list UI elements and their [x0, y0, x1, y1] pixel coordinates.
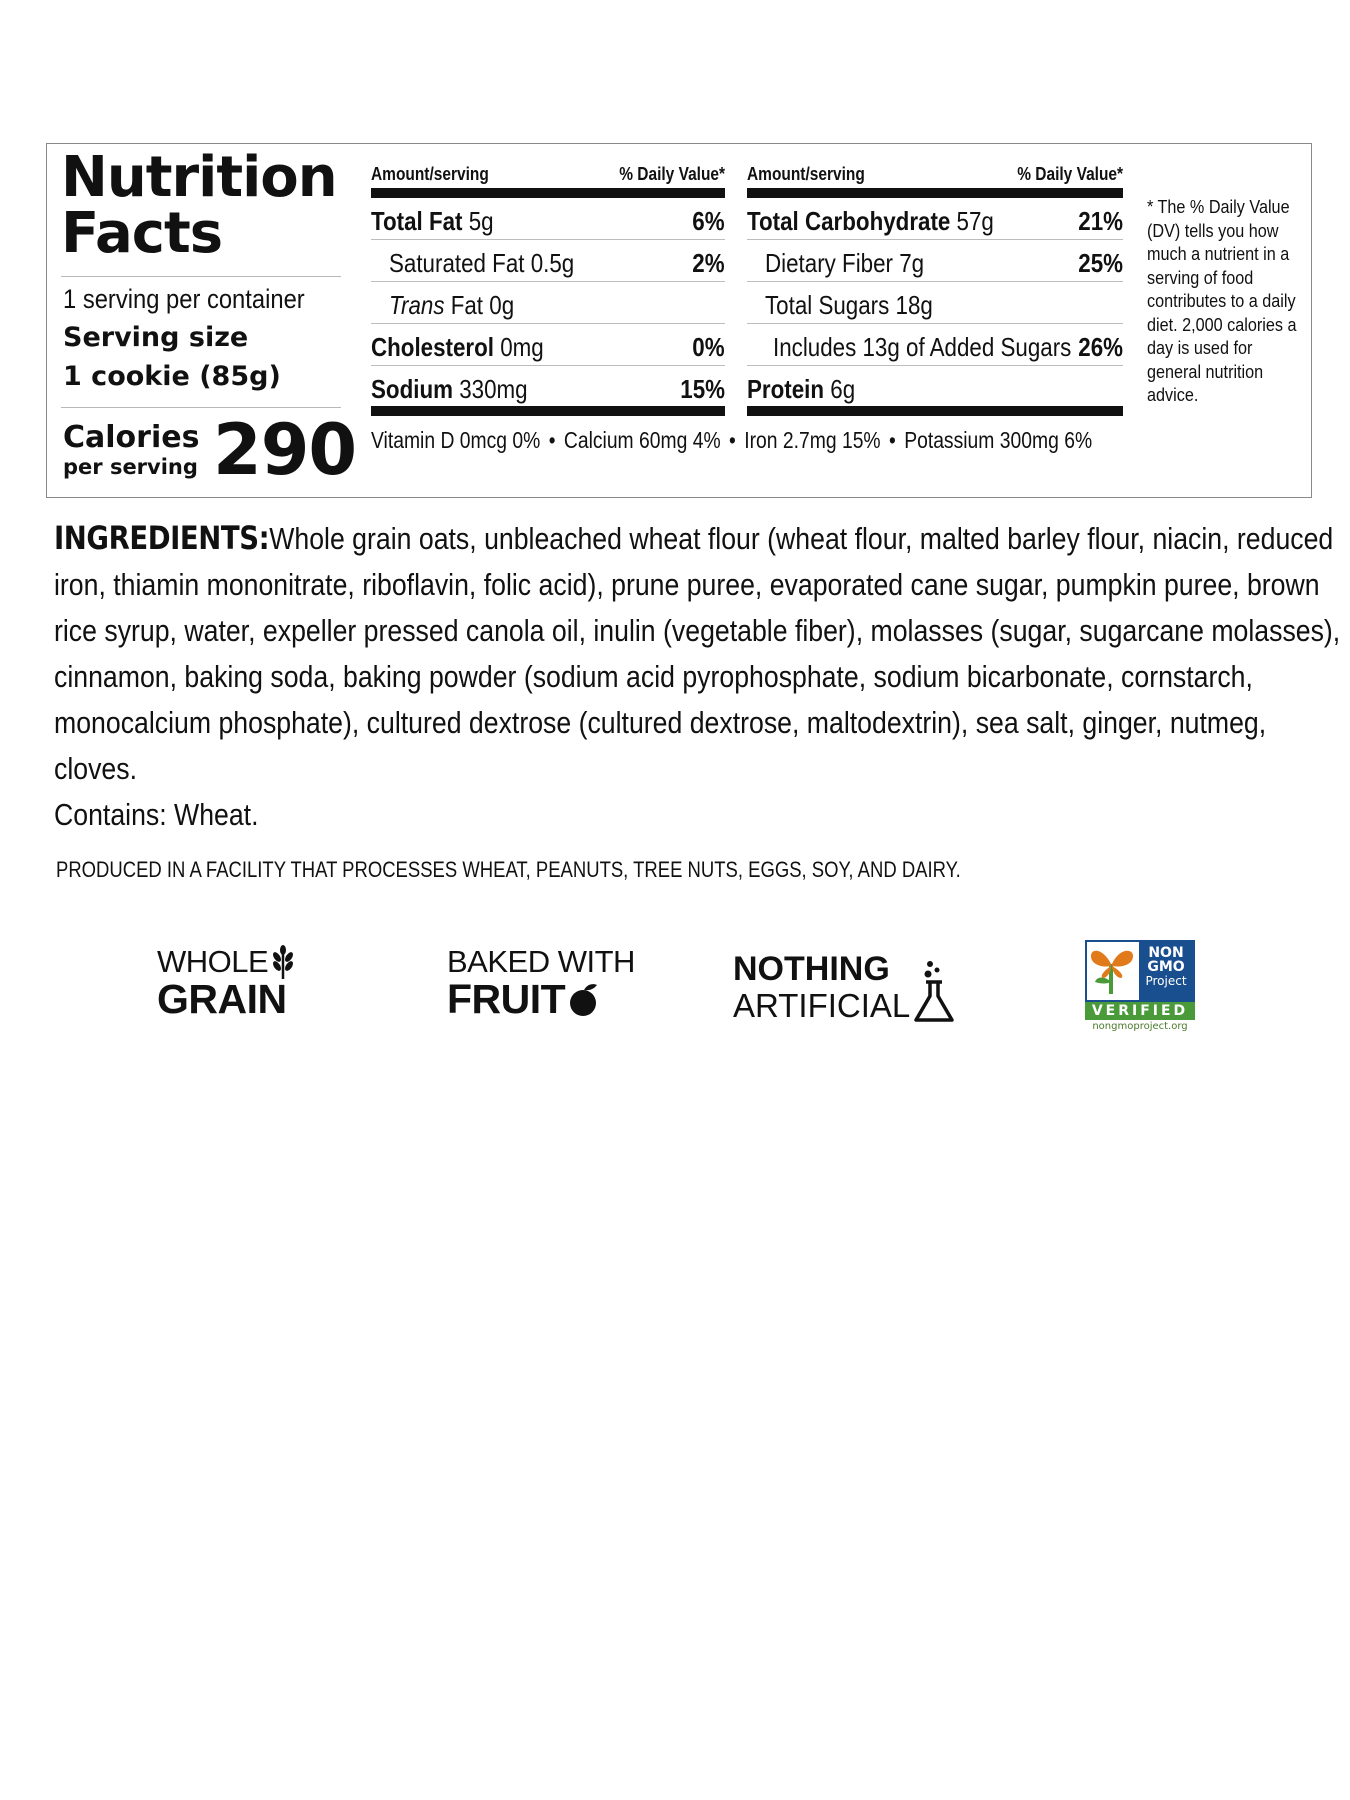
baked-with-fruit-badge: BAKED WITH FRUIT: [447, 944, 635, 1022]
wheat-icon: [270, 945, 296, 979]
flask-icon: [912, 958, 956, 1024]
ingredients-text: Whole grain oats, unbleached wheat flour (wheat flour, malted barley flour, niacin, reduced iron, thiamin mononitrate, riboflavin, folic acid), prune puree, evaporated cane sugar, pumpkin puree, brown rice syrup, water, expeller pressed canola oil, inulin (vegetable fiber), molasses (sugar, sugarcane molasses), cinnamon, baking soda, baking powder (sodium acid pyrophosphate, sodium bicarbonate, cornstarch, monocalcium phosphate), cultured dextrose (cultured dextrose, maltodextrin), sea salt, ginger, nutmeg, cloves.: [54, 521, 1341, 786]
apple-icon: [567, 980, 601, 1018]
serving-size-value: 1 cookie (85g): [63, 361, 281, 392]
table-row: Cholesterol 0mg 0%: [371, 324, 725, 366]
table-header: Amount/serving % Daily Value*: [371, 164, 725, 184]
vitamins-line: Vitamin D 0mcg 0% • Calcium 60mg 4% • Iron 2.7mg 15% • Potassium 300mg 6%: [371, 427, 1093, 453]
table-row: Sodium 330mg 15%: [371, 374, 725, 404]
table-row: Saturated Fat 0.5g 2%: [371, 240, 725, 282]
ingredients-block: [54, 515, 1344, 838]
nutrition-facts-panel: [46, 143, 1312, 498]
thick-rule: [747, 406, 1123, 416]
table-row: Total Fat 5g 6%: [371, 198, 725, 240]
calories-value: 290: [213, 409, 357, 491]
table-header: Amount/serving % Daily Value*: [747, 164, 1123, 184]
nutrition-facts-title: Nutrition Facts: [61, 145, 337, 266]
facility-note: PRODUCED IN A FACILITY THAT PROCESSES WHEAT, PEANUTS, TREE NUTS, EGGS, SOY, AND DAIRY.: [56, 857, 961, 882]
calories-label: Calories: [63, 420, 200, 455]
divider: [61, 407, 341, 408]
table-row: Protein 6g: [747, 374, 856, 404]
thick-rule: [371, 188, 725, 198]
nutrient-table-left: [371, 164, 725, 416]
thick-rule: [747, 188, 1123, 198]
non-gmo-verified-badge: NON GMO Project VERIFIED nongmoproject.org: [1085, 940, 1195, 1034]
table-row: Total Carbohydrate 57g 21%: [747, 198, 1123, 240]
butterfly-icon: [1087, 942, 1137, 1000]
table-row: Includes 13g of Added Sugars 26%: [747, 324, 1123, 366]
whole-grain-badge: WHOLE GRAIN: [157, 945, 296, 1019]
nutrient-table-right: [747, 164, 1123, 416]
divider: [61, 276, 341, 277]
calories-sub-label: per serving: [63, 455, 198, 479]
table-row: Total Sugars 18g: [747, 282, 1123, 324]
nothing-artificial-badge: NOTHING ARTIFICIAL: [733, 950, 956, 1024]
thick-rule: [371, 406, 725, 416]
ingredients-label: INGREDIENTS:: [54, 519, 270, 557]
daily-value-footnote: * The % Daily Value (DV) tells you how much a nutrient in a serving of food contributes to a daily diet. 2,000 calories a day is used for general nutrition advice.: [1147, 197, 1297, 405]
table-row: Dietary Fiber 7g 25%: [747, 240, 1123, 282]
contains-allergens: Contains: Wheat.: [54, 797, 259, 832]
table-row: Trans Fat 0g: [371, 282, 725, 324]
serving-size-label: Serving size: [63, 322, 249, 353]
servings-per-container: 1 serving per container: [63, 284, 305, 314]
